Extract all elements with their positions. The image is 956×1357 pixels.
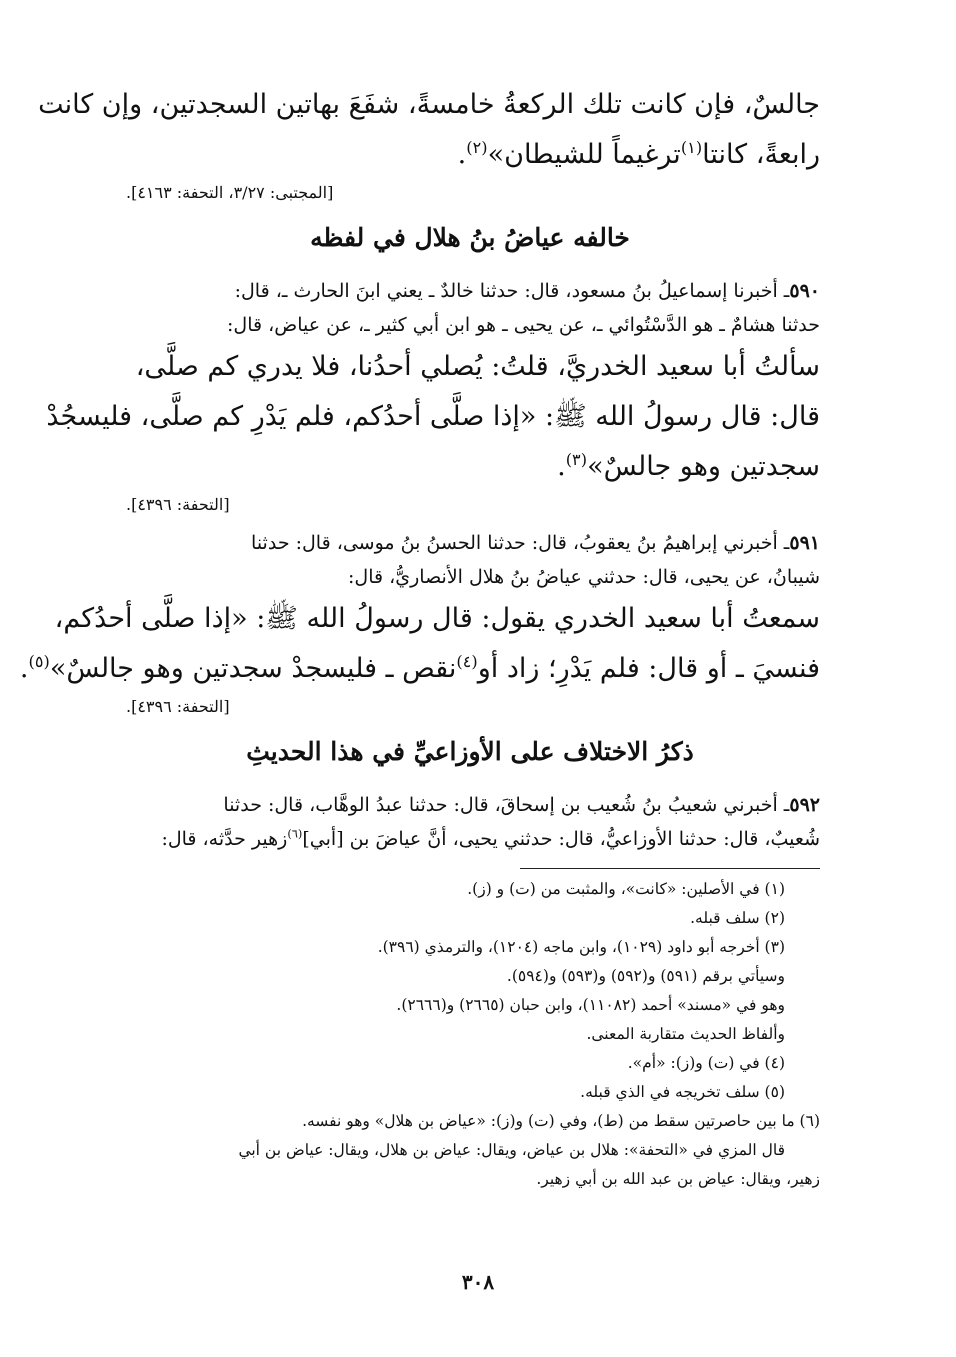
hadith-number: ٥٩٢: [789, 794, 820, 816]
footnote-ref: (١): [680, 138, 703, 157]
isnad-text: شُعيبٌ، قال: حدثنا الأوزاعيُّ، قال: حدثني يحيى، أنَّ عياضَ بن [أبي]: [302, 828, 820, 850]
footnote-line: قال المزي في «التحفة»: هلال بن عياض، ويقال: عياض بن هلال، ويقال: عياض بن أبي: [238, 1141, 785, 1159]
footnote-ref: (٢): [466, 138, 488, 157]
reference-citation: [التحفة: ٤٣٩٦].: [126, 495, 230, 514]
matn-text: .: [557, 451, 566, 482]
isnad-text: ـ أخبرني شعيبُ بنُ شُعيب بن إسحاقَ، قال: حدثنا عبدُ الوهَّاب، قال: حدثنا: [223, 794, 790, 816]
isnad-text: زهير حدَّثه، قال:: [161, 828, 288, 850]
matn-line: سألتُ أبا سعيد الخدريَّ، قلتُ: يُصلي أحدُنا، فلا يدري كم صلَّى،: [135, 351, 820, 382]
matn-line: [120, 442, 820, 492]
matn-text: فنسيَ ـ أو قال: فلم يَدْرِ؛ زاد أو: [477, 653, 820, 684]
reference-citation: [التحفة: ٤٣٩٦].: [126, 697, 230, 716]
matn-line: جالسٌ، فإن كانت تلك الركعةُ خامسةً، شفَعَ بهاتين السجدتين، وإن كانت: [38, 89, 820, 120]
footnote-line: (٢) سلف قبله.: [690, 909, 785, 927]
isnad-text: ـ أخبرنا إسماعيلُ بنُ مسعود، قال: حدثنا خالدٌ ـ يعني ابنَ الحارث ـ، قال:: [234, 280, 790, 302]
matn-line: [120, 130, 820, 180]
matn-line: قال: قال رسولُ الله ﷺ: «إذا صلَّى أحدُكم، فلم يَدْرِ كم صلَّى، فليسجُدْ: [46, 401, 820, 432]
footnote-ref: (٥): [28, 652, 50, 671]
isnad-text: ـ أخبرني إبراهيمُ بنُ يعقوبُ، قال: حدثنا الحسنُ بنُ موسى، قال: حدثنا: [251, 532, 790, 554]
matn-text: رابعةً، كانتا: [702, 139, 820, 170]
section-heading: خالفه عياضُ بنُ هلال في لفظه: [310, 223, 630, 252]
matn-text: .: [457, 139, 467, 170]
footnote-ref: (٣): [565, 450, 588, 469]
isnad-line: شيبانُ، عن يحيى، قال: حدثني عياضُ بنُ هلال الأنصاريُّ، قال:: [348, 566, 820, 588]
matn-text: سجدتين وهو جالسٌ»: [587, 451, 820, 482]
footnote-line: وسيأتي برقم (٥٩١) و(٥٩٢) و(٥٩٣) و(٥٩٤).: [506, 967, 785, 985]
footnote-line: (١) في الأصلين: «كانت»، والمثبت من (ت) و (ز).: [467, 880, 785, 898]
page-number: ٣٠٨: [461, 1270, 495, 1294]
reference-citation: [المجتبى: ٣/٢٧، التحفة: ٤١٦٣].: [126, 183, 334, 202]
section-heading: ذكرُ الاختلاف على الأوزاعيِّ في هذا الحديثِ: [246, 737, 694, 766]
footnote-ref: (٦): [287, 826, 303, 841]
matn-text: ترغيماً للشيطان»: [487, 139, 681, 170]
hadith-number: ٥٩١: [789, 532, 820, 554]
footnote-line: وألفاظ الحديث متقاربة المعنى.: [586, 1025, 785, 1043]
matn-text: .: [19, 653, 29, 684]
isnad-line: [120, 274, 820, 308]
footnote-line: (٣) أخرجه أبو داود (١٠٢٩)، وابن ماجه (١٢٠٤)، والترمذي (٣٩٦).: [377, 938, 785, 956]
document-page: [19, 80, 820, 1330]
isnad-line: [120, 526, 820, 560]
isnad-line: حدثنا هشامٌ ـ هو الدَّسْتُوائي ـ، عن يحيى ـ هو ابن أبي كثير ـ، عن عياض، قال:: [227, 314, 820, 336]
footnote-line: زهير، ويقال: عياض بن عبد الله بن أبي زهير.: [536, 1170, 820, 1188]
matn-text: نقص ـ فليسجدْ سجدتين وهو جالسٌ»: [49, 653, 457, 684]
matn-line: سمعتُ أبا سعيد الخدري يقول: قال رسولُ الله ﷺ: «إذا صلَّى أحدُكم،: [54, 603, 820, 634]
footnote-line: (٥) سلف تخريجه في الذي قبله.: [580, 1083, 785, 1101]
footnote-line: (٤) في (ت) و(ز): «أم».: [627, 1054, 785, 1072]
footnotes: [120, 875, 820, 1194]
isnad-line: [120, 822, 820, 856]
matn-line: [19, 644, 820, 694]
footnote-line: وهو في «مسند» أحمد (١١٠٨٢)، وابن حبان (٢٦٦٥) و(٢٦٦٦).: [396, 996, 785, 1014]
footnote-ref: (٤): [456, 652, 478, 671]
footnote-separator: [520, 868, 820, 869]
isnad-line: [120, 788, 820, 822]
footnote-line: (٦) ما بين حاصرتين سقط من (ط)، وفي (ت) و(ز): «عياض بن هلال» وهو نفسه.: [302, 1112, 820, 1130]
hadith-number: ٥٩٠: [789, 280, 820, 302]
